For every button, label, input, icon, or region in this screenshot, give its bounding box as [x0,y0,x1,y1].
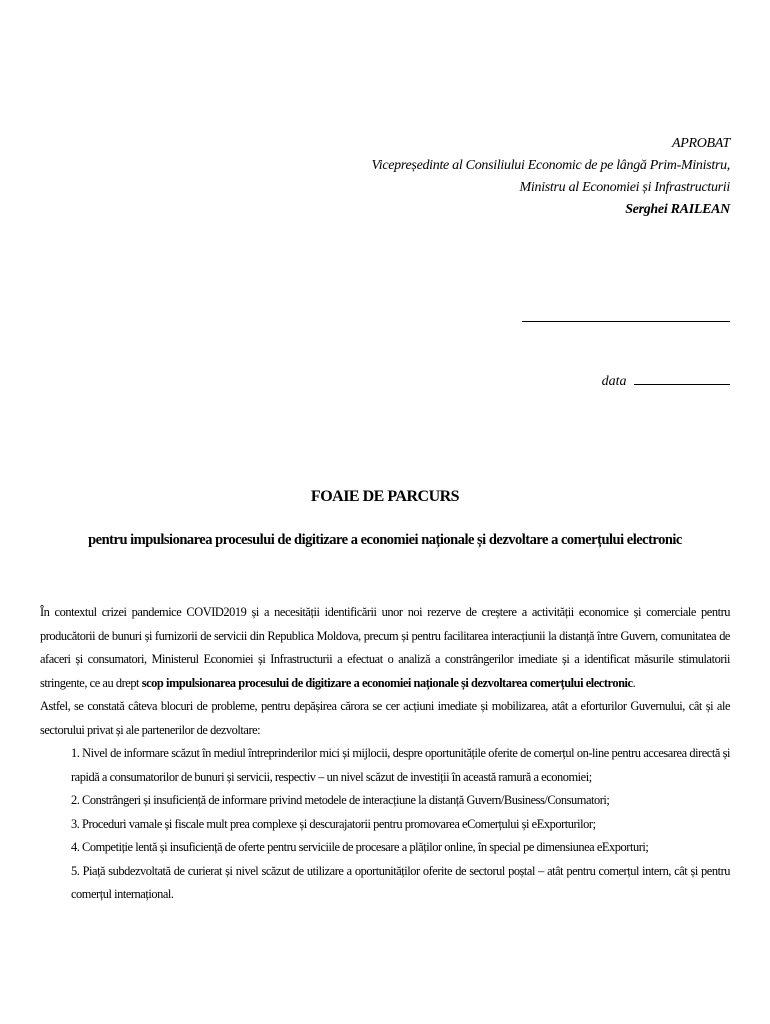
problems-intro-paragraph: Astfel, se constată câteva blocuri de probleme, pentru depășirea cărora se cer acțiuni imediate și mobilizarea, atât a eforturilor Guvernului, cât și ale sectorului privat și ale partenerilor de dezvoltare: [40,699,730,737]
list-item: 3. Proceduri vamale și fiscale mult prea complexe și descurajatorii pentru promovarea eComerțului și eExporturilor; [71,816,596,831]
intro-bold-scope: scop impulsionarea procesului de digitizare a economiei naționale și dezvoltarea comerțului electronic [141,675,633,690]
intro-paragraph [40,601,730,695]
approval-position-line2: Ministru al Economiei și Infrastructurii [519,180,730,195]
document-body [40,601,730,907]
problems-list [40,742,730,907]
list-item: 1. Nivel de informare scăzut în mediul întreprinderilor mici și mijlocii, despre oportunitățile oferite de comerțul on-line pentru accesarea directă și rapidă a consumatorilor de bunuri și servicii, respectiv – un nivel scăzut de investiții în această ramură a economiei; [71,746,730,784]
document-subtitle: pentru impulsionarea procesului de digitizare a economiei naționale și dezvoltare a comerțului electronic [88,532,682,548]
date-label: data [601,374,627,389]
list-item: 4. Competiție lentă și insuficiență de oferte pentru serviciile de procesare a plăților online, în special pe dimensiunea eExporturi; [71,840,649,854]
date-blank-line [634,370,730,385]
list-item: 2. Constrângeri și insuficiență de informare privind metodele de interacțiune la distanță Guvern/Business/Consumatori; [71,793,610,807]
intro-text: În contextul crizei pandemice COVID2019 și a necesității identificării unor noi rezerve de creștere a activității economice și comerciale pentru producătorii de bunuri și furnizorii de servicii din Republica Moldova, precum și pentru facilitarea interacțiunii la distanță între Guvern, comunitatea de afaceri și consumatori, Ministerul Economiei și Infrastructurii a efectuat o analiză a constrângerilor imediate și a identificat măsurile stimulatorii stringente, ce au drept [40,605,730,690]
approval-status: APROBAT [671,136,730,151]
signature-line [522,321,730,322]
intro-end: . [632,675,636,690]
document-title: FOAIE DE PARCURS [310,488,460,505]
date-row [602,370,730,393]
list-item: 5. Piață subdezvoltată de curierat și nivel scăzut de utilizare a oportunităților oferite de sectorul poștal – atât pentru comerțul intern, cât și pentru comerțul internațional. [71,863,730,901]
approval-position-line1: Vicepreședinte al Consiliului Economic de pe lângă Prim-Ministru, [371,158,730,173]
approval-block [310,133,730,221]
approval-name: Serghei RAILEAN [625,202,730,217]
